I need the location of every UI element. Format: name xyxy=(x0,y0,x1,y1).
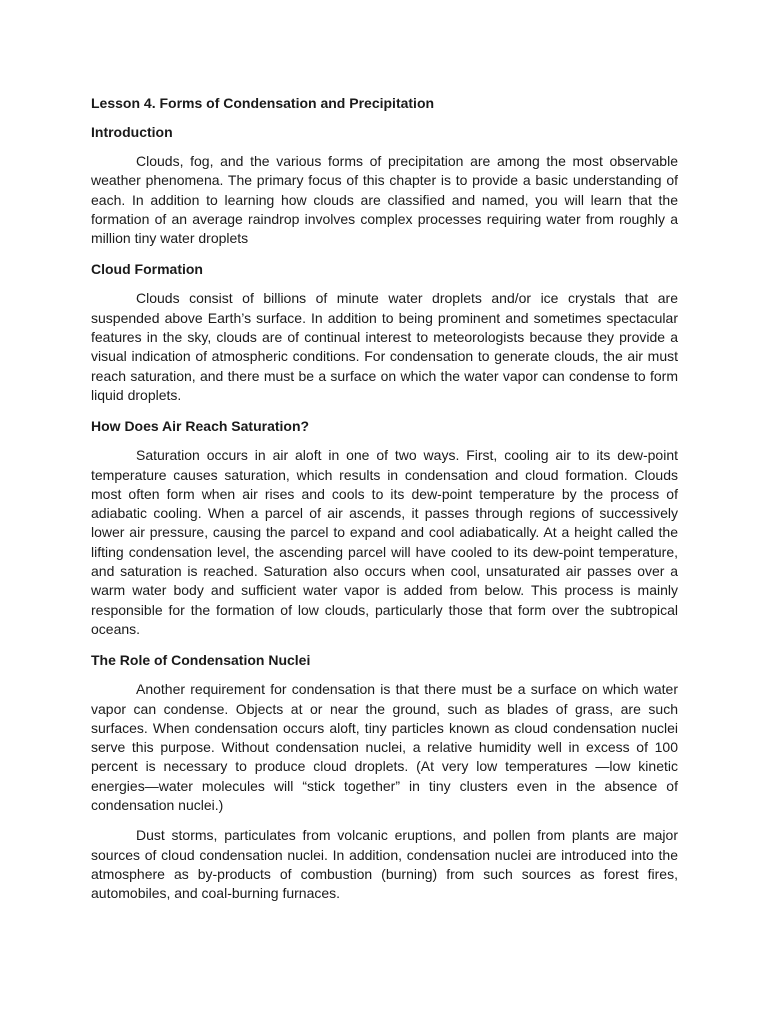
section-cloud-formation xyxy=(91,259,678,405)
section-heading: The Role of Condensation Nuclei xyxy=(91,652,311,669)
section-heading: Cloud Formation xyxy=(91,261,203,278)
paragraph: Dust storms, particulates from volcanic eruptions, and pollen from plants are major sources of cloud condensation nuclei. In addition, condensation nuclei are introduced into the atmosphere as by-products of combustion (burning) from such sources as forest fires, automobiles, and coal-burning furnaces. xyxy=(91,827,678,902)
paragraph: Clouds, fog, and the various forms of precipitation are among the most observable weather phenomena. The primary focus of this chapter is to provide a basic understanding of each. In addition to learning how clouds are classified and named, you will learn that the formation of an average raindrop involves complex processes requiring water from roughly a million tiny water droplets xyxy=(91,153,678,247)
paragraph: Clouds consist of billions of minute water droplets and/or ice crystals that are suspended above Earth’s surface. In addition to being prominent and sometimes spectacular features in the sky, clouds are of continual interest to meteorologists because they provide a visual indication of atmospheric conditions. For condensation to generate clouds, the air must reach saturation, and there must be a surface on which the water vapor can condense to form liquid droplets. xyxy=(91,290,678,403)
paragraph: Saturation occurs in air aloft in one of two ways. First, cooling air to its dew-point temperature causes saturation, which results in condensation and cloud formation. Clouds most often form when air rises and cools to its dew-point temperature by the process of adiabatic cooling. When a parcel of air ascends, it passes through regions of successively lower air pressure, causing the parcel to expand and cool adiabatically. At a height called the lifting condensation level, the ascending parcel will have cooled to its dew-point temperature, and saturation is reached. Saturation also occurs when cool, unsaturated air passes over a warm water body and sufficient water vapor is added from below. This process is mainly responsible for the formation of low clouds, particularly those that form over the subtropical oceans. xyxy=(91,447,678,637)
section-introduction xyxy=(91,122,678,248)
section-saturation xyxy=(91,416,678,639)
section-condensation-nuclei xyxy=(91,650,678,903)
section-heading: Introduction xyxy=(91,124,173,140)
lesson-title: Lesson 4. Forms of Condensation and Precipitation xyxy=(91,95,435,111)
section-heading: How Does Air Reach Saturation? xyxy=(91,418,310,435)
paragraph: Another requirement for condensation is that there must be a surface on which water vapor can condense. Objects at or near the ground, such as blades of grass, are such surfaces. When condensation occurs aloft, tiny particles known as cloud condensation nuclei serve this purpose. Without condensation nuclei, a relative humidity well in excess of 100 percent is necessary to produce cloud droplets. (At very low temperatures —low kinetic energies—water molecules will “stick together” in tiny clusters even in the absence of condensation nuclei.) xyxy=(91,681,678,814)
